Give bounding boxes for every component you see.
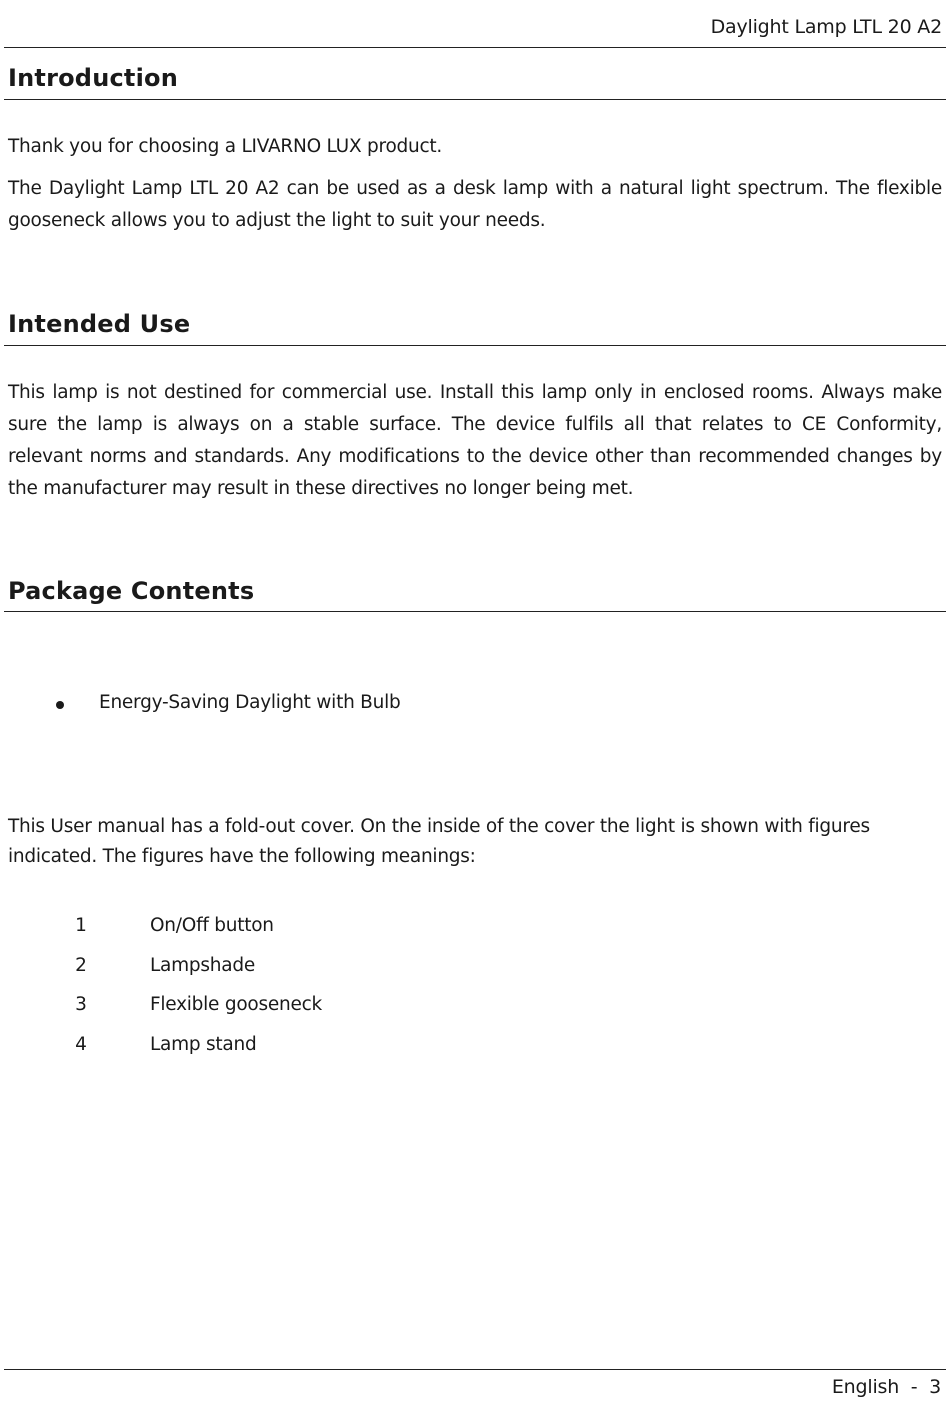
intended-use-heading: Intended Use [8,310,191,338]
page-number: 3 [929,1376,941,1398]
footer-rule [4,1369,946,1370]
bullet-icon [56,701,64,709]
footer-language: English [831,1376,900,1398]
page-footer [832,1376,941,1398]
introduction-heading: Introduction [8,64,178,92]
package-contents-rule [4,611,946,612]
introduction-paragraph-2: The Daylight Lamp LTL 20 A2 can be used as a desk lamp with a natural light spectrum. The flexible gooseneck allows you to adjust the light to suit your needs. [8,178,942,231]
header-rule [4,47,946,48]
figure-label: Lamp stand [150,1034,257,1055]
figure-number: 1 [75,915,87,936]
figure-number: 4 [75,1034,87,1055]
package-contents-heading: Package Contents [8,577,255,605]
introduction-rule [4,99,946,100]
package-item: Energy-Saving Daylight with Bulb [99,692,401,713]
figure-number: 2 [75,955,87,976]
footer-separator: - [910,1376,918,1398]
figure-label: Lampshade [150,955,255,976]
figure-label: On/Off button [150,915,274,936]
introduction-paragraph-1: Thank you for choosing a LIVARNO LUX product. [8,136,443,157]
intended-use-paragraph: This lamp is not destined for commercial use. Install this lamp only in enclosed rooms. Always make sure the lamp is always on a stable surface. The device fulfils all that relates to CE Conformity, relevant norms and standards. Any modifications to the device other than recommended changes by the manufacturer may result in these directives no longer being met. [8,382,942,499]
figure-number: 3 [75,994,87,1015]
figure-label: Flexible gooseneck [150,994,322,1015]
document-title: Daylight Lamp LTL 20 A2 [710,16,942,38]
fold-out-cover-note: This User manual has a fold-out cover. On the inside of the cover the light is shown with figures indicated. The figures have the following meanings: [8,816,870,867]
intended-use-rule [4,345,946,346]
